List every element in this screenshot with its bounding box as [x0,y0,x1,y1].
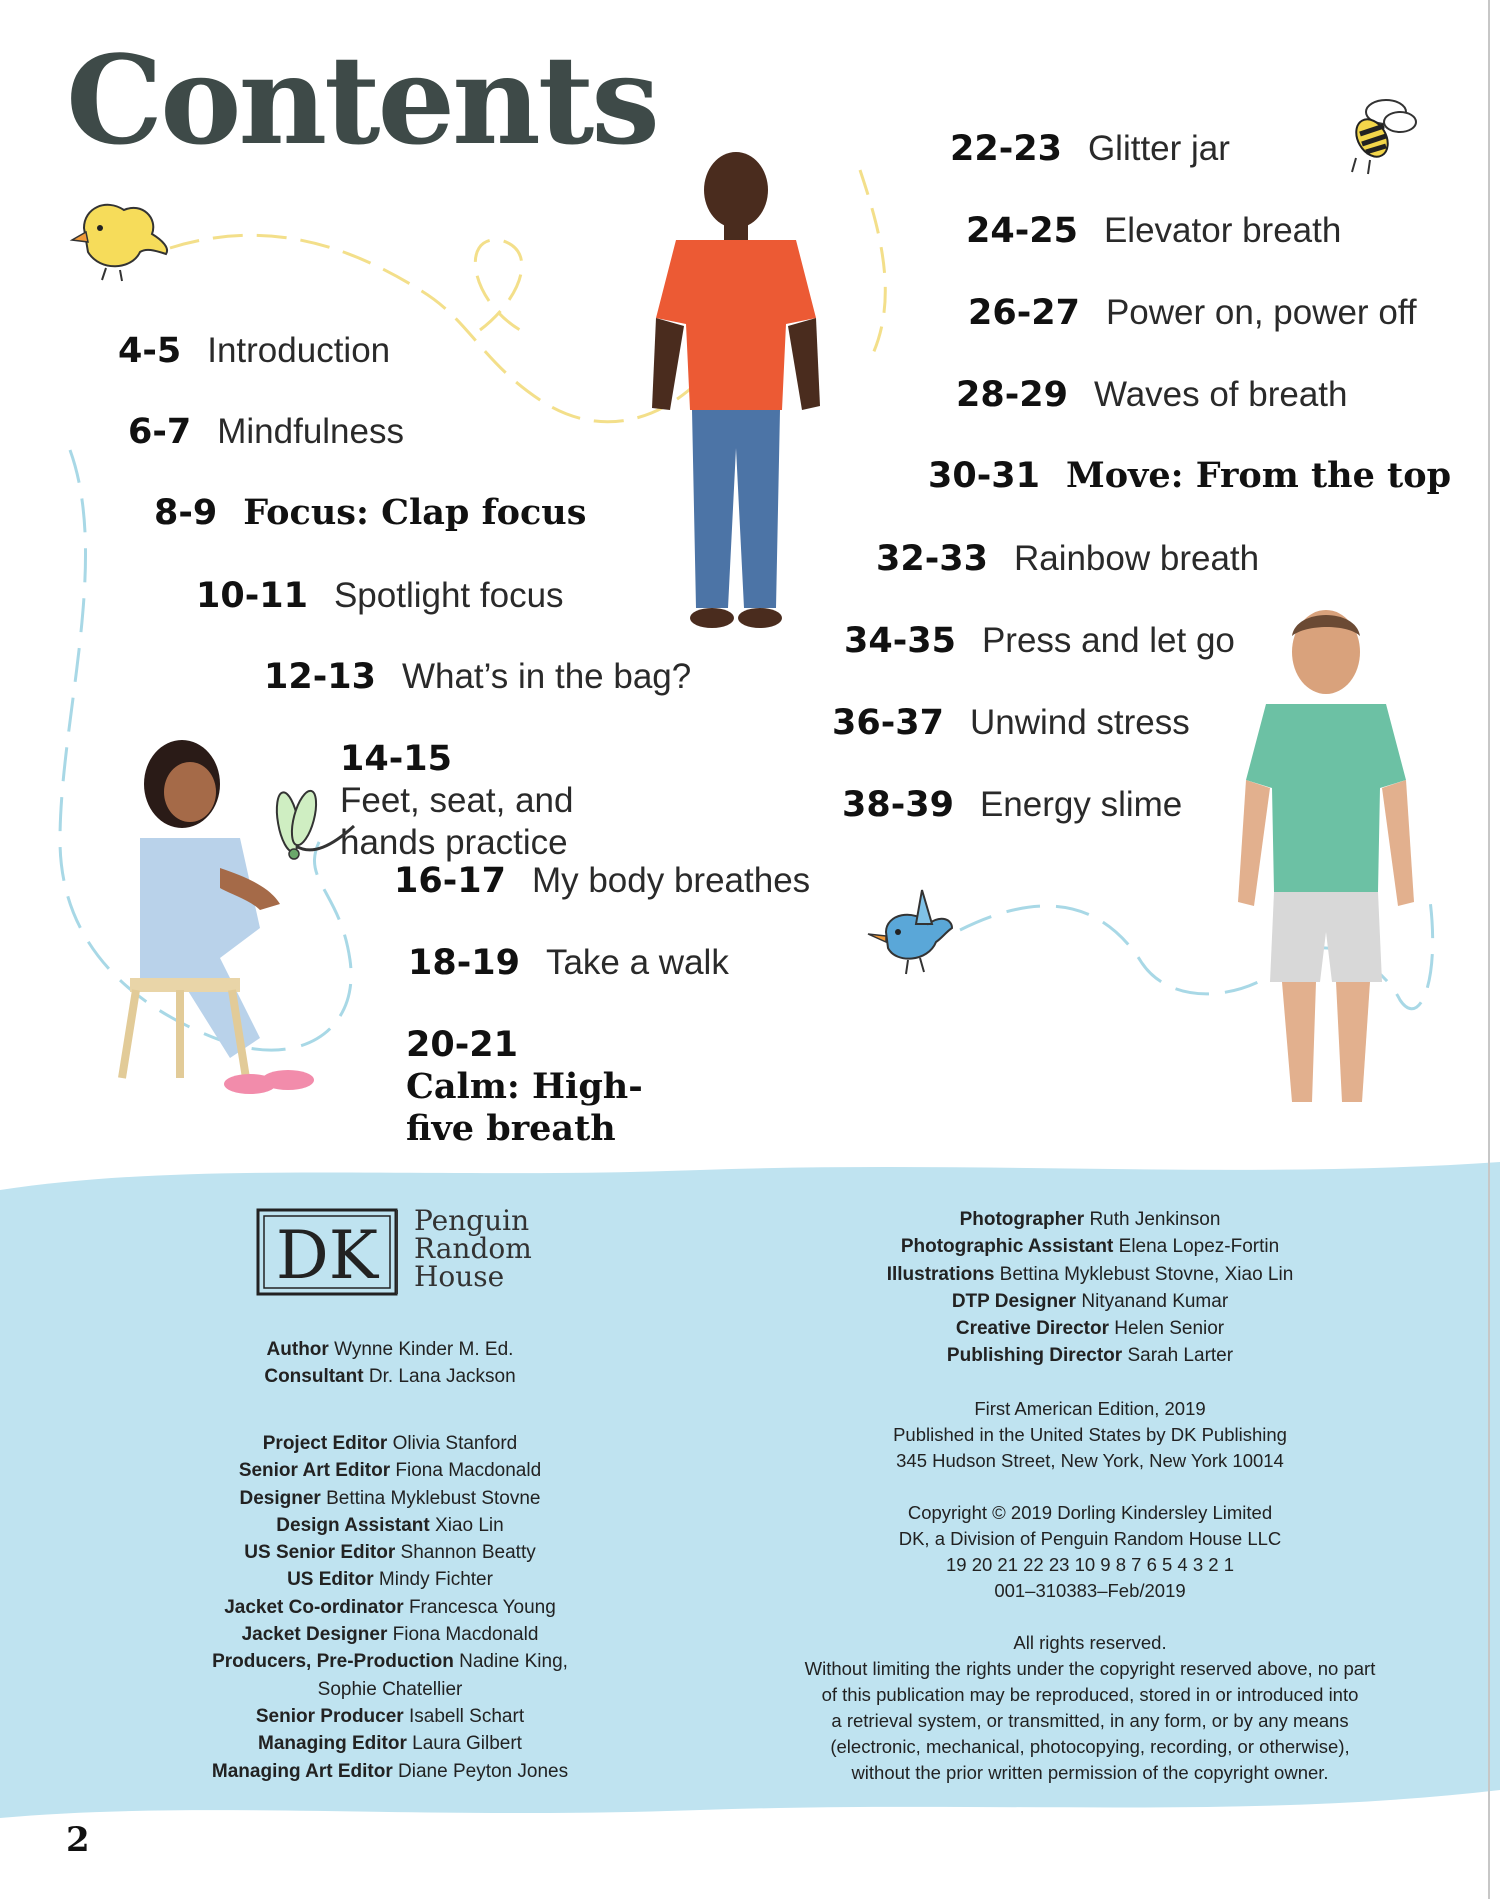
credit-role: Illustrations [886,1263,995,1285]
legal-line: without the prior written permission of the copyright owner. [851,1762,1329,1783]
boy-green-shirt-photo [1230,602,1420,1122]
legal-line: (electronic, mechanical, photocopying, recording, or otherwise), [830,1736,1350,1757]
credits-editorial [140,1430,640,1785]
credit-line [140,1539,640,1566]
legal-line: 19 20 21 22 23 10 9 8 7 6 5 4 3 2 1 [945,1554,1235,1575]
toc-entry[interactable] [844,620,1235,662]
credit-line [140,1430,640,1457]
edition-info [790,1396,1390,1474]
toc-pages: 36-37 [832,703,944,743]
toc-label: Unwind stress [969,703,1190,742]
boy-red-shirt-photo [636,148,836,640]
credit-role: Project Editor [262,1433,388,1454]
toc-entry[interactable] [118,330,390,372]
girl-sitting-photo [110,728,330,1108]
credit-line [140,1336,640,1363]
toc-pages: 14-15 [340,739,452,779]
toc-label: Energy slime [979,785,1183,824]
toc-label: Move: From the top [1065,455,1452,496]
credit-name: Helen Senior [1114,1318,1225,1340]
page-number: 2 [66,1820,90,1860]
credit-role: US Editor [287,1569,374,1591]
toc-label: Waves of breath [1093,375,1348,414]
toc-entry[interactable] [196,575,564,617]
credit-line [140,1594,640,1621]
credit-name: Olivia Stanford [392,1433,518,1454]
credit-role: Managing Editor [258,1733,407,1755]
toc-label: Press and let go [981,621,1235,660]
publisher-line: House [414,1260,505,1293]
credit-line [140,1621,640,1648]
credit-role: Jacket Co-ordinator [224,1596,404,1618]
page-title: Contents [66,28,657,172]
publisher-line: Random [414,1232,532,1265]
legal-line: 345 Hudson Street, New York, New York 10014 [896,1450,1284,1471]
credit-name: Fiona Macdonald [395,1460,542,1482]
credit-name: Wynne Kinder M. Ed. [334,1339,514,1360]
credits-production [790,1206,1390,1370]
credit-role: Consultant [264,1366,364,1388]
toc-label: Mindfulness [217,412,404,451]
credit-role: Producers, Pre-Production [212,1651,454,1673]
credit-line [140,1676,640,1703]
toc-entry[interactable] [340,738,760,864]
toc-label: Feet, seat, and hands practice [340,781,574,862]
credit-name: Laura Gilbert [412,1733,522,1755]
toc-entry[interactable] [832,702,1190,744]
credit-name: Bettina Myklebust Stovne [326,1487,541,1509]
credit-role: Publishing Director [946,1345,1123,1367]
credit-name: Nityanand Kumar [1081,1290,1229,1312]
credit-name: Diane Peyton Jones [398,1760,569,1782]
legal-line: Without limiting the rights under the copyright reserved above, no part [804,1658,1376,1679]
blue-bird-icon [862,884,962,980]
toc-entry[interactable] [968,292,1417,334]
toc-entry[interactable] [394,860,810,902]
credit-name: Mindy Fichter [378,1569,493,1591]
toc-entry[interactable] [966,210,1341,252]
credit-line [790,1261,1390,1288]
toc-pages: 6-7 [128,412,192,452]
credit-line [140,1566,640,1593]
yellow-swirl-right [860,170,885,360]
toc-label: Glitter jar [1087,129,1230,168]
bee-icon [1340,96,1424,176]
toc-pages: 38-39 [842,785,954,825]
credit-line [790,1342,1390,1369]
credit-name: Dr. Lana Jackson [368,1366,516,1388]
toc-label: Take a walk [545,943,729,982]
toc-pages: 10-11 [196,576,308,616]
toc-entry[interactable] [928,455,1451,497]
toc-entry[interactable] [408,942,729,984]
credit-role: Photographic Assistant [900,1236,1114,1258]
credit-line [140,1703,640,1730]
toc-label: Elevator breath [1103,211,1342,250]
credit-role: Senior Art Editor [238,1460,391,1482]
toc-pages: 26-27 [968,293,1080,333]
credit-line [140,1485,640,1512]
credit-role: DTP Designer [951,1290,1077,1312]
credit-name: Xiao Lin [435,1514,504,1536]
credit-line [140,1758,640,1785]
credit-name: Elena Lopez-Fortin [1118,1236,1280,1258]
toc-label: Introduction [207,331,391,370]
toc-pages: 34-35 [844,621,956,661]
credit-line [140,1457,640,1484]
toc-pages: 16-17 [394,861,506,901]
toc-pages: 4-5 [118,331,182,371]
toc-pages: 18-19 [408,943,520,983]
toc-label: What’s in the bag? [401,657,692,696]
yellow-swirl-loop [475,240,521,330]
credit-name: Shannon Beatty [400,1542,536,1564]
toc-pages: 24-25 [966,211,1078,251]
credit-line [790,1288,1390,1315]
rights-notice [790,1630,1390,1786]
legal-line: of this publication may be reproduced, stored in or introduced into [821,1684,1359,1705]
toc-entry[interactable] [128,411,404,453]
toc-entry[interactable] [876,538,1259,580]
toc-label: Calm: High-five breath [406,1066,643,1149]
credit-line [790,1233,1390,1260]
legal-line: First American Edition, 2019 [974,1398,1206,1419]
toc-entry[interactable] [406,1024,826,1150]
credit-name: Fiona Macdonald [392,1624,539,1646]
publisher-name [414,1204,532,1293]
toc-entry[interactable] [950,128,1230,170]
credit-role: Design Assistant [276,1514,430,1536]
toc-label: Rainbow breath [1013,539,1260,578]
credit-name: Nadine King, [459,1651,568,1673]
toc-label: Power on, power off [1105,293,1417,332]
legal-line: Published in the United States by DK Publishing [893,1424,1287,1445]
toc-pages: 32-33 [876,539,988,579]
toc-label: My body breathes [531,861,811,900]
credit-name: Ruth Jenkinson [1089,1209,1221,1230]
toc-pages: 12-13 [264,657,376,697]
credit-name: Francesca Young [408,1596,556,1618]
toc-pages: 8-9 [154,493,218,533]
toc-entry[interactable] [956,374,1348,416]
logo-divider [396,1210,398,1294]
credit-role: US Senior Editor [244,1542,396,1564]
credit-role: Senior Producer [255,1705,404,1727]
credit-role: Author [266,1339,329,1360]
legal-line: DK, a Division of Penguin Random House LLC [898,1528,1282,1549]
dk-logo-letters: DK [275,1217,379,1294]
credit-line [790,1315,1390,1342]
credit-line [790,1206,1390,1233]
credit-role: Designer [239,1487,321,1509]
toc-label: Spotlight focus [333,576,564,615]
dk-logo-icon [256,1208,398,1296]
toc-pages: 28-29 [956,375,1068,415]
credit-line [140,1648,640,1675]
legal-line: Copyright © 2019 Dorling Kindersley Limited [907,1502,1273,1523]
credit-name: Sophie Chatellier [317,1678,463,1700]
credit-name: Bettina Myklebust Stovne, Xiao Lin [999,1263,1294,1285]
yellow-bird-icon [66,188,176,283]
credit-role: Managing Art Editor [211,1760,393,1782]
toc-entry[interactable] [264,656,691,698]
toc-pages: 22-23 [950,129,1062,169]
legal-line: a retrieval system, or transmitted, in any form, or by any means [831,1710,1349,1731]
credit-line [140,1730,640,1757]
credit-name: Isabell Schart [408,1705,525,1727]
toc-entry[interactable] [842,784,1182,826]
toc-pages: 30-31 [928,456,1040,496]
yellow-swirl-line [170,235,700,422]
credit-role: Photographer [959,1209,1085,1230]
publisher-line: Penguin [414,1204,530,1237]
credits-author [140,1336,640,1391]
credit-name: Sarah Larter [1127,1345,1234,1367]
toc-entry[interactable] [154,492,586,534]
legal-line: 001–310383–Feb/2019 [994,1580,1186,1601]
legal-line: All rights reserved. [1013,1632,1167,1653]
page-edge [1488,0,1490,1899]
copyright-info [790,1500,1390,1604]
credit-role: Creative Director [955,1318,1109,1340]
toc-pages: 20-21 [406,1025,518,1065]
credit-line [140,1512,640,1539]
credit-line [140,1363,640,1390]
credit-role: Jacket Designer [241,1624,388,1646]
toc-label: Focus: Clap focus [243,492,587,533]
